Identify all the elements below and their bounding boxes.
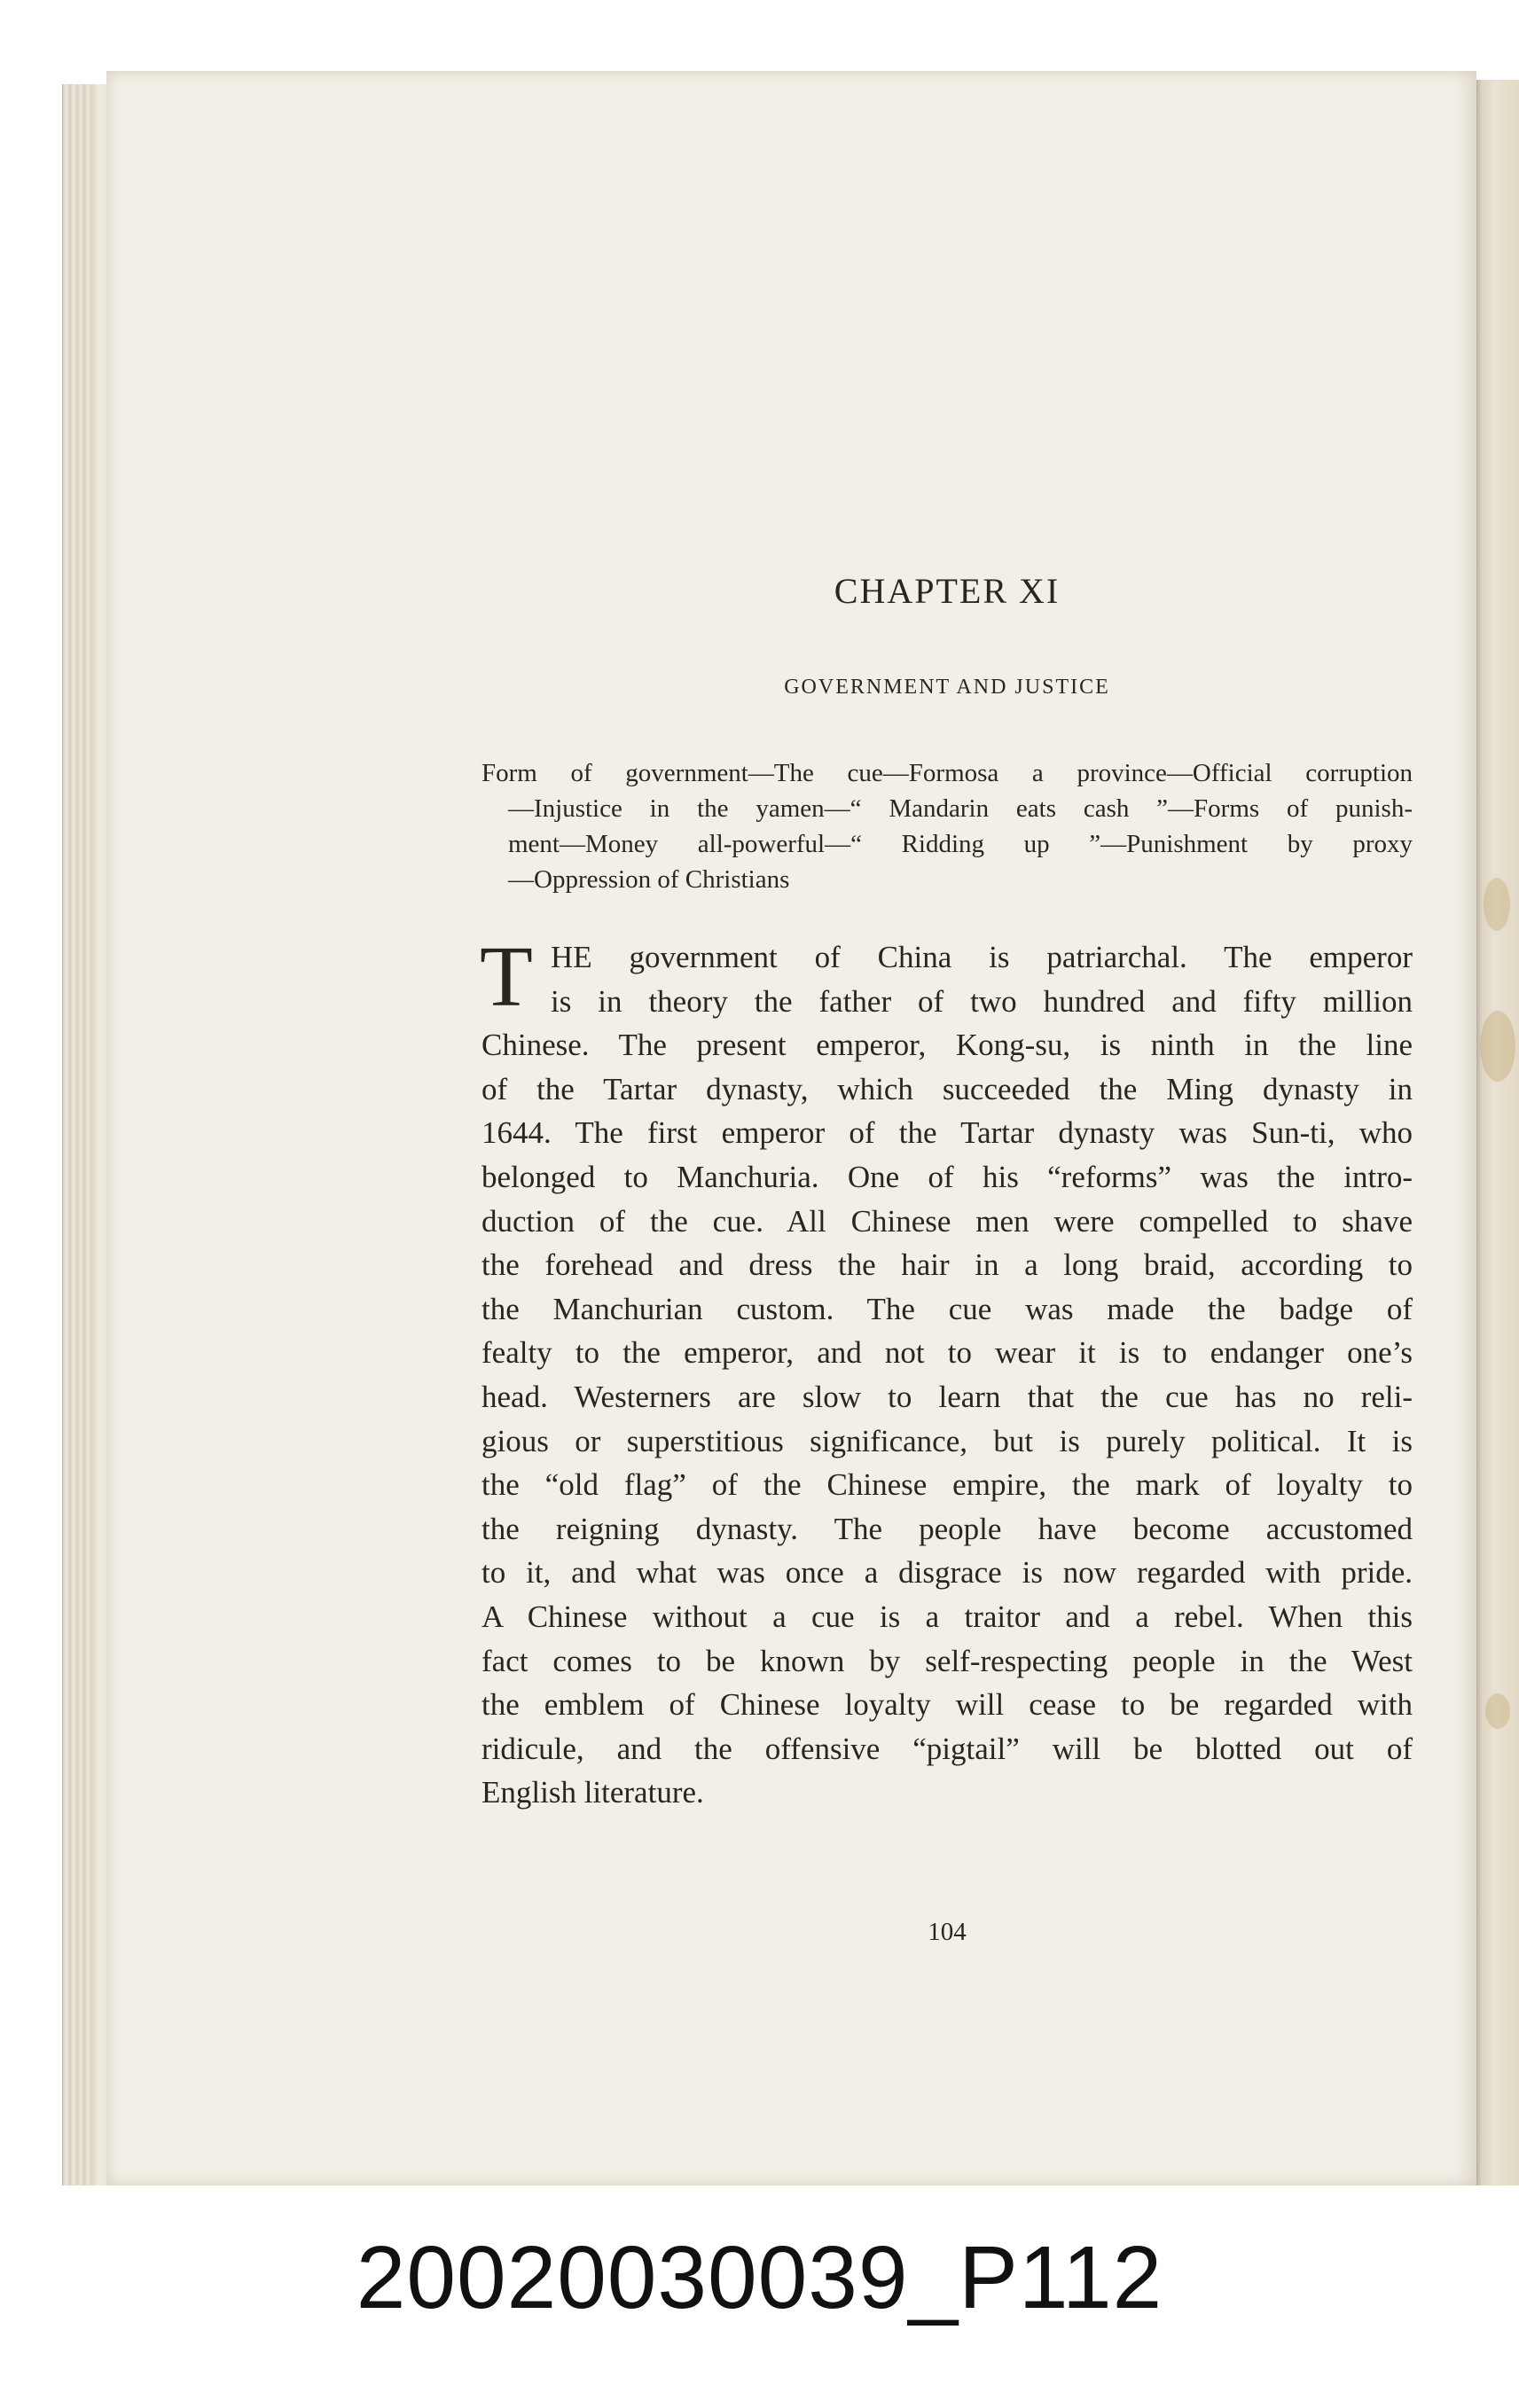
body-paragraph <box>480 929 1413 1815</box>
body-line: belonged to Manchuria. One of his “reforms” was the intro- <box>482 1159 1413 1194</box>
foxing-stain <box>1484 878 1510 931</box>
synopsis-line: —Injustice in the yamen—“ Mandarin eats cash ”—Forms of punish- <box>508 794 1413 823</box>
body-line: the “old flag” of the Chinese empire, the mark of loyalty to <box>482 1467 1413 1503</box>
body-line: the emblem of Chinese loyalty will cease to be regarded with <box>482 1687 1413 1723</box>
synopsis-line: ment—Money all-powerful—“ Ridding up ”—Punishment by proxy <box>508 830 1413 858</box>
body-line: the forehead and dress the hair in a long braid, according to <box>482 1247 1413 1283</box>
body-line: 1644. The first emperor of the Tartar dynasty was Sun-ti, who <box>482 1115 1413 1151</box>
body-line: duction of the cue. All Chinese men were compelled to shave <box>482 1203 1413 1239</box>
body-line: to it, and what was once a disgrace is now regarded with pride. <box>482 1555 1413 1591</box>
body-line: HE government of China is patriarchal. The emperor <box>551 940 1413 974</box>
body-line: A Chinese without a cue is a traitor and a rebel. When this <box>482 1599 1413 1634</box>
body-line: English literature. <box>482 1775 704 1810</box>
body-line: of the Tartar dynasty, which succeeded the Ming dynasty in <box>482 1071 1413 1106</box>
book-page <box>106 71 1476 2185</box>
adjacent-page-edge <box>1476 80 1519 2185</box>
body-line: ridicule, and the offensive “pigtail” will be blotted out of <box>482 1731 1413 1766</box>
synopsis-line: Form of government—The cue—Formosa a province—Official corruption <box>482 759 1413 787</box>
drop-cap: T <box>480 929 533 1025</box>
body-line: Chinese. The present emperor, Kong-su, is ninth in the line <box>482 1028 1413 1063</box>
body-line: fact comes to be known by self-respecting people in the West <box>482 1643 1413 1678</box>
page-number: 104 <box>928 1918 967 1946</box>
chapter-title: GOVERNMENT AND JUSTICE <box>784 676 1110 699</box>
body-line: fealty to the emperor, and not to wear it is to endanger one’s <box>482 1335 1413 1371</box>
chapter-heading: CHAPTER XI <box>834 571 1061 611</box>
chapter-synopsis <box>482 755 1413 897</box>
body-line: is in theory the father of two hundred and fifty million <box>551 983 1413 1019</box>
synopsis-line: —Oppression of Christians <box>508 865 790 894</box>
foxing-stain <box>1480 1011 1515 1082</box>
body-line: head. Westerners are slow to learn that the cue has no reli- <box>482 1379 1413 1414</box>
foxing-stain <box>1485 1693 1510 1729</box>
book-scan <box>53 71 1519 2190</box>
catalog-id: 20020030039_P112 <box>356 2228 1163 2327</box>
body-line: gious or superstitious significance, but is purely political. It is <box>482 1423 1413 1458</box>
body-line: the reigning dynasty. The people have become accustomed <box>482 1511 1413 1546</box>
body-line: the Manchurian custom. The cue was made the badge of <box>482 1291 1413 1326</box>
